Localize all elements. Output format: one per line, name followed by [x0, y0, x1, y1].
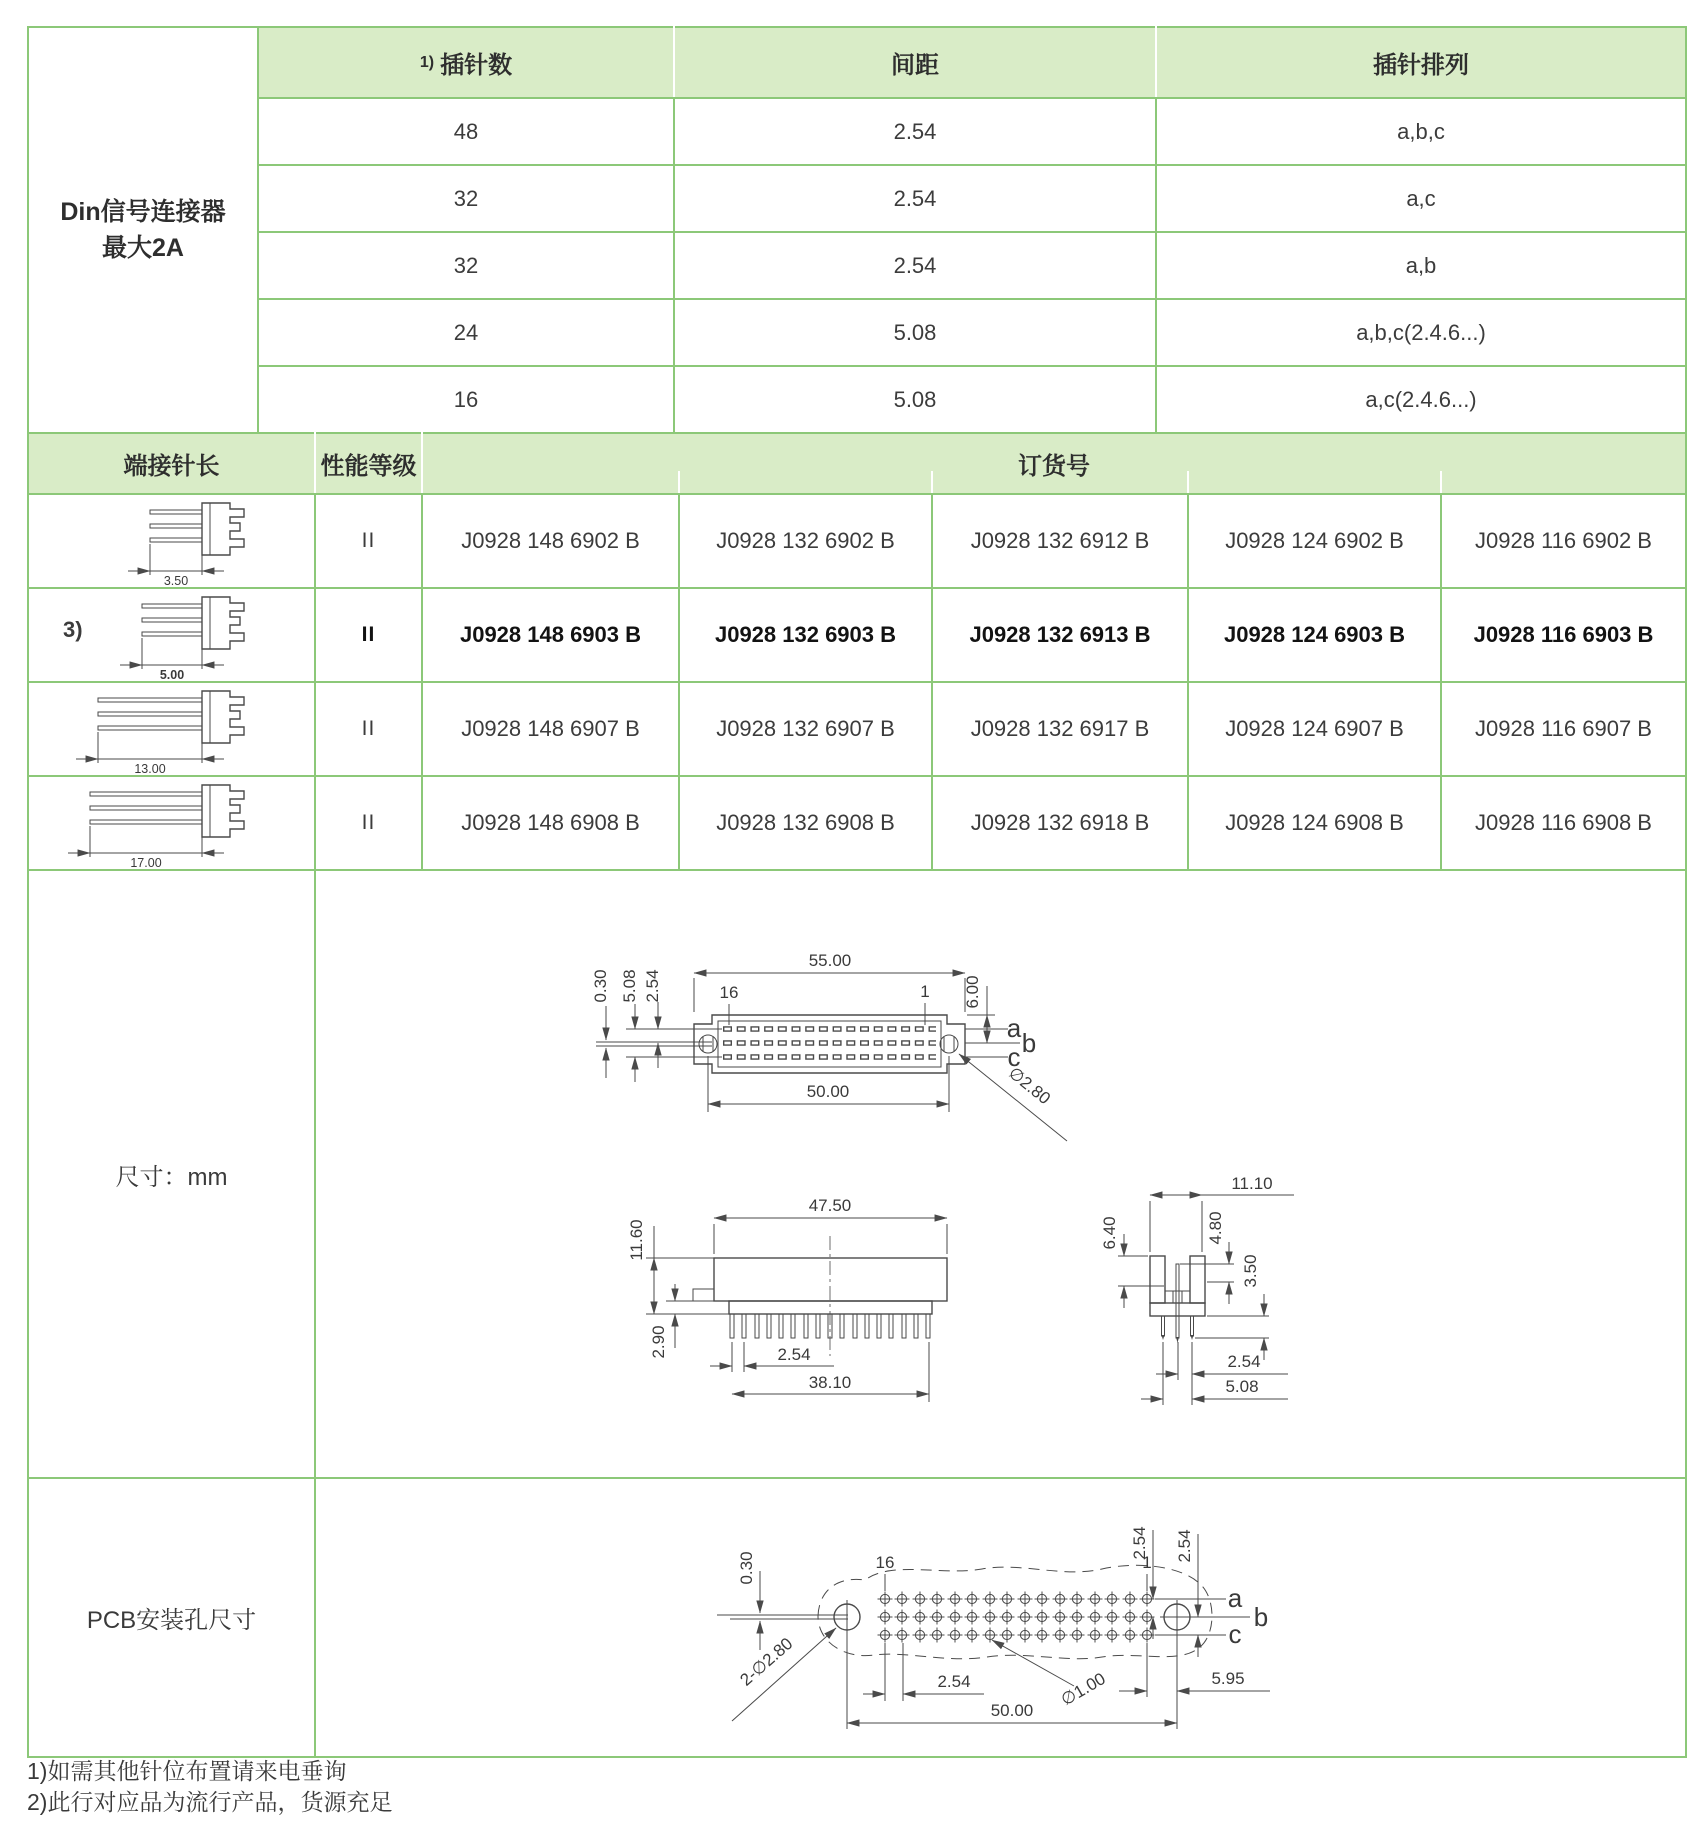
footnotes	[27, 1756, 392, 1818]
order-number-cell: J0928 148 6908 B	[422, 776, 679, 870]
order-number-cell: J0928 124 6908 B	[1188, 776, 1441, 870]
order-no-header: 订货号	[422, 433, 1686, 494]
order-number-cell: J0928 148 6907 B	[422, 682, 679, 776]
pin-1-label: 1	[920, 982, 930, 1001]
dim-label: 2.54	[1130, 1526, 1149, 1560]
connector-top-view-drawing	[562, 886, 1202, 1176]
pin-length-label: 17.00	[129, 856, 162, 869]
pin-length-label: 5.00	[159, 668, 184, 681]
pitch-cell: 2.54	[674, 165, 1156, 232]
dim-label: 0.30	[591, 969, 610, 1003]
pin-16-label: 16	[719, 983, 739, 1002]
grade-header: 性能等级	[315, 433, 422, 494]
footnote-2: 2)此行对应品为流行产品，货源充足	[27, 1789, 393, 1815]
product-cell	[28, 27, 258, 433]
pin-count-cell: 32	[258, 232, 674, 299]
pcb-hole-pattern-drawing	[622, 1516, 1342, 1746]
dim-label: 0.30	[737, 1551, 756, 1585]
arrangement-cell: a,b,c	[1156, 98, 1686, 165]
dim-label: 5.08	[620, 969, 639, 1003]
pin-16-label: 16	[875, 1553, 895, 1572]
row-a-label: a	[1006, 1013, 1022, 1043]
arrangement-cell: a,b,c(2.4.6...)	[1156, 299, 1686, 366]
footnote-1-marker: 1)	[419, 54, 435, 71]
pin-length-diagram-cell	[28, 494, 315, 588]
order-number-cell: J0928 116 6902 B	[1441, 494, 1686, 588]
arrangement-header: 插针排列	[1156, 27, 1686, 98]
pin-length-3.50-icon	[62, 495, 282, 587]
dim-label: 2.90	[649, 1325, 668, 1359]
hole-dia-label: ∅2.80	[1004, 1063, 1055, 1109]
hole-callout-label: 2-∅2.80	[736, 1634, 797, 1690]
pitch-header: 间距	[674, 27, 1156, 98]
pcb-section-label: PCB安装孔尺寸	[28, 1478, 315, 1757]
row-b-label: b	[1253, 1602, 1269, 1632]
dim-label: 2.54	[937, 1672, 971, 1691]
order-number-cell: J0928 124 6903 B	[1188, 588, 1441, 682]
dimension-drawings-cell	[315, 870, 1686, 1478]
dim-label: 50.00	[806, 1082, 850, 1101]
connector-front-view-drawing	[602, 1196, 982, 1416]
grade-cell: II	[315, 776, 422, 870]
dim-label: 6.40	[1100, 1216, 1119, 1250]
product-rating: 最大2A	[102, 234, 184, 262]
pin-count-cell: 24	[258, 299, 674, 366]
column-separator	[1440, 471, 1442, 493]
footnote-1: 1)如需其他针位布置请来电垂询	[27, 1758, 347, 1784]
order-number-cell: J0928 132 6912 B	[932, 494, 1188, 588]
column-separator	[678, 471, 680, 493]
pin-count-cell: 32	[258, 165, 674, 232]
order-number-cell: J0928 116 6907 B	[1441, 682, 1686, 776]
dim-label: 5.08	[1225, 1377, 1259, 1396]
pins-header: $^{1)}$ 插针数	[258, 27, 674, 98]
order-number-cell: J0928 132 6908 B	[679, 776, 932, 870]
dim-label: 2.54	[777, 1345, 811, 1364]
hole-dia-label: ∅1.00	[1057, 1669, 1109, 1710]
pitch-cell: 2.54	[674, 98, 1156, 165]
grade-cell: II	[315, 682, 422, 776]
pcb-drawing-cell	[315, 1478, 1686, 1757]
pin-length-diagram-cell	[28, 588, 315, 682]
order-table	[27, 432, 1687, 1758]
dim-label: 11.10	[1231, 1176, 1273, 1193]
column-separator	[1187, 471, 1189, 493]
order-number-cell: J0928 132 6918 B	[932, 776, 1188, 870]
pin-1-label: 1	[1142, 1553, 1152, 1572]
order-number-cell: J0928 148 6903 B	[422, 588, 679, 682]
order-number-cell: J0928 132 6907 B	[679, 682, 932, 776]
dim-label: 6.00	[963, 975, 982, 1009]
dim-label: 55.00	[808, 951, 852, 970]
pin-count-cell: 16	[258, 366, 674, 433]
dim-label: 38.10	[808, 1373, 852, 1392]
order-number-cell: J0928 124 6907 B	[1188, 682, 1441, 776]
row-a-label: a	[1227, 1583, 1243, 1613]
dim-label: 2.54	[1227, 1352, 1261, 1371]
pitch-cell: 5.08	[674, 366, 1156, 433]
row-c-label: c	[1007, 1042, 1021, 1072]
pitch-cell: 2.54	[674, 232, 1156, 299]
dimension-section-label: 尺寸：mm	[28, 870, 315, 1478]
order-number-cell: J0928 132 6902 B	[679, 494, 932, 588]
pitch-cell: 5.08	[674, 299, 1156, 366]
order-number-cell: J0928 132 6903 B	[679, 588, 932, 682]
grade-cell: II	[315, 494, 422, 588]
grade-cell: II	[315, 588, 422, 682]
order-number-cell: J0928 124 6902 B	[1188, 494, 1441, 588]
row-b-label: b	[1021, 1028, 1037, 1058]
arrangement-cell: a,b	[1156, 232, 1686, 299]
dim-label: 3.50	[1241, 1254, 1260, 1288]
column-separator	[931, 471, 933, 493]
dim-label: 11.60	[627, 1219, 646, 1261]
order-number-cell: J0928 116 6903 B	[1441, 588, 1686, 682]
pin-length-5.00-icon	[62, 589, 282, 681]
pin-length-13.00-icon	[62, 683, 282, 775]
pin-length-label: 13.00	[133, 762, 166, 775]
arrangement-cell: a,c(2.4.6...)	[1156, 366, 1686, 433]
product-name: Din信号连接器	[60, 198, 226, 226]
pin-length-header: 端接针长	[28, 433, 315, 494]
pin-length-label: 3.50	[163, 574, 188, 587]
dim-label: 2.54	[1175, 1529, 1194, 1563]
order-number-cell: J0928 132 6913 B	[932, 588, 1188, 682]
order-number-cell: J0928 116 6908 B	[1441, 776, 1686, 870]
row-footnote-marker: 3)	[63, 617, 83, 642]
dim-label: 47.50	[808, 1196, 852, 1215]
spec-table	[27, 26, 1687, 434]
dim-label: 5.95	[1211, 1669, 1245, 1688]
dim-label: 4.80	[1206, 1211, 1225, 1245]
pin-length-diagram-cell	[28, 682, 315, 776]
arrangement-cell: a,c	[1156, 165, 1686, 232]
pin-length-17.00-icon	[62, 777, 282, 869]
pin-count-cell: 48	[258, 98, 674, 165]
dim-label: 2.54	[643, 969, 662, 1003]
pin-length-diagram-cell	[28, 776, 315, 870]
dim-label: 50.00	[990, 1701, 1034, 1720]
connector-side-view-drawing	[1082, 1176, 1322, 1416]
row-c-label: c	[1228, 1619, 1242, 1649]
order-number-cell: J0928 148 6902 B	[422, 494, 679, 588]
order-number-cell: J0928 132 6917 B	[932, 682, 1188, 776]
